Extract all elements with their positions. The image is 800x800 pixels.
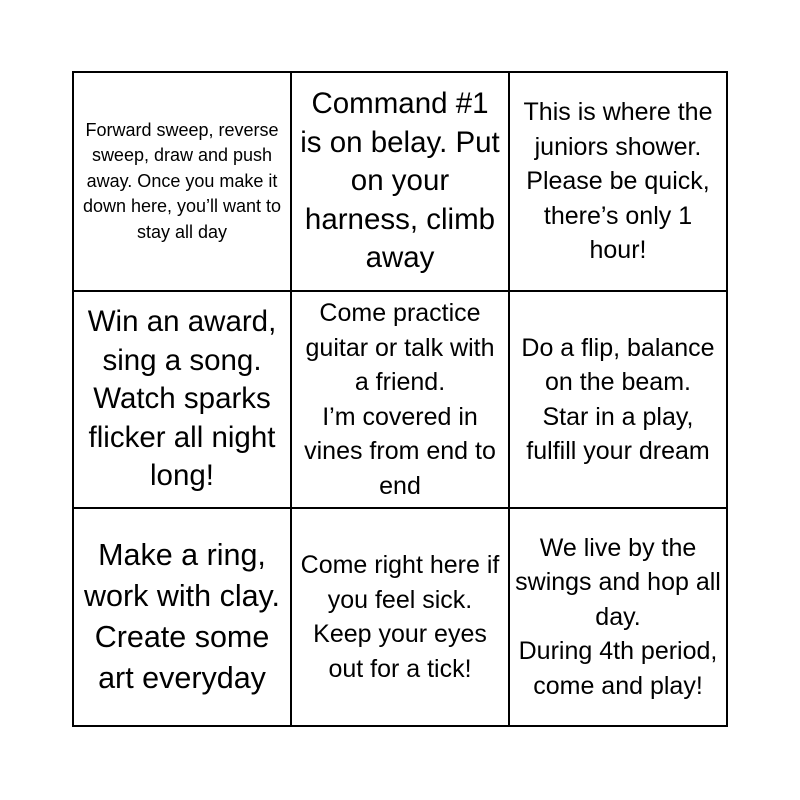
bingo-board xyxy=(72,71,728,727)
bingo-cell-r1c2 xyxy=(292,73,510,292)
cell-clue-text: Do a flip, balance on the beam. Star in a play, fulfill your dream xyxy=(521,333,715,465)
bingo-cell-r2c1 xyxy=(74,292,292,509)
bingo-cell-r2c3 xyxy=(510,292,726,509)
cell-clue-text: Come right here if you feel sick. Keep your eyes out for a tick! xyxy=(300,551,500,683)
cell-clue-text: This is where the juniors shower. Please be quick, there’s only 1 hour! xyxy=(523,98,713,265)
cell-clue-text: Make a ring, work with clay. Create some art everyday xyxy=(83,538,281,695)
cell-clue-text: Forward sweep, reverse sweep, draw and push away. Once you make it down here, you’ll want to stay all day xyxy=(82,119,282,242)
bingo-cell-r1c1 xyxy=(74,73,292,292)
cell-clue-text: Come practice guitar or talk with a friend. I’m covered in vines from end to end xyxy=(304,299,496,500)
cell-clue-text: Command #1 is on belay. Put on your harness, climb away xyxy=(300,87,500,275)
bingo-cell-r1c3 xyxy=(510,73,726,292)
bingo-cell-r3c3 xyxy=(510,509,726,725)
bingo-cell-r2c2 xyxy=(292,292,510,509)
cell-clue-text: Win an award, sing a song. Watch sparks flicker all night long! xyxy=(87,305,277,493)
bingo-cell-r3c2 xyxy=(292,509,510,725)
cell-clue-text: We live by the swings and hop all day. During 4th period, come and play! xyxy=(515,533,721,700)
bingo-cell-r3c1 xyxy=(74,509,292,725)
